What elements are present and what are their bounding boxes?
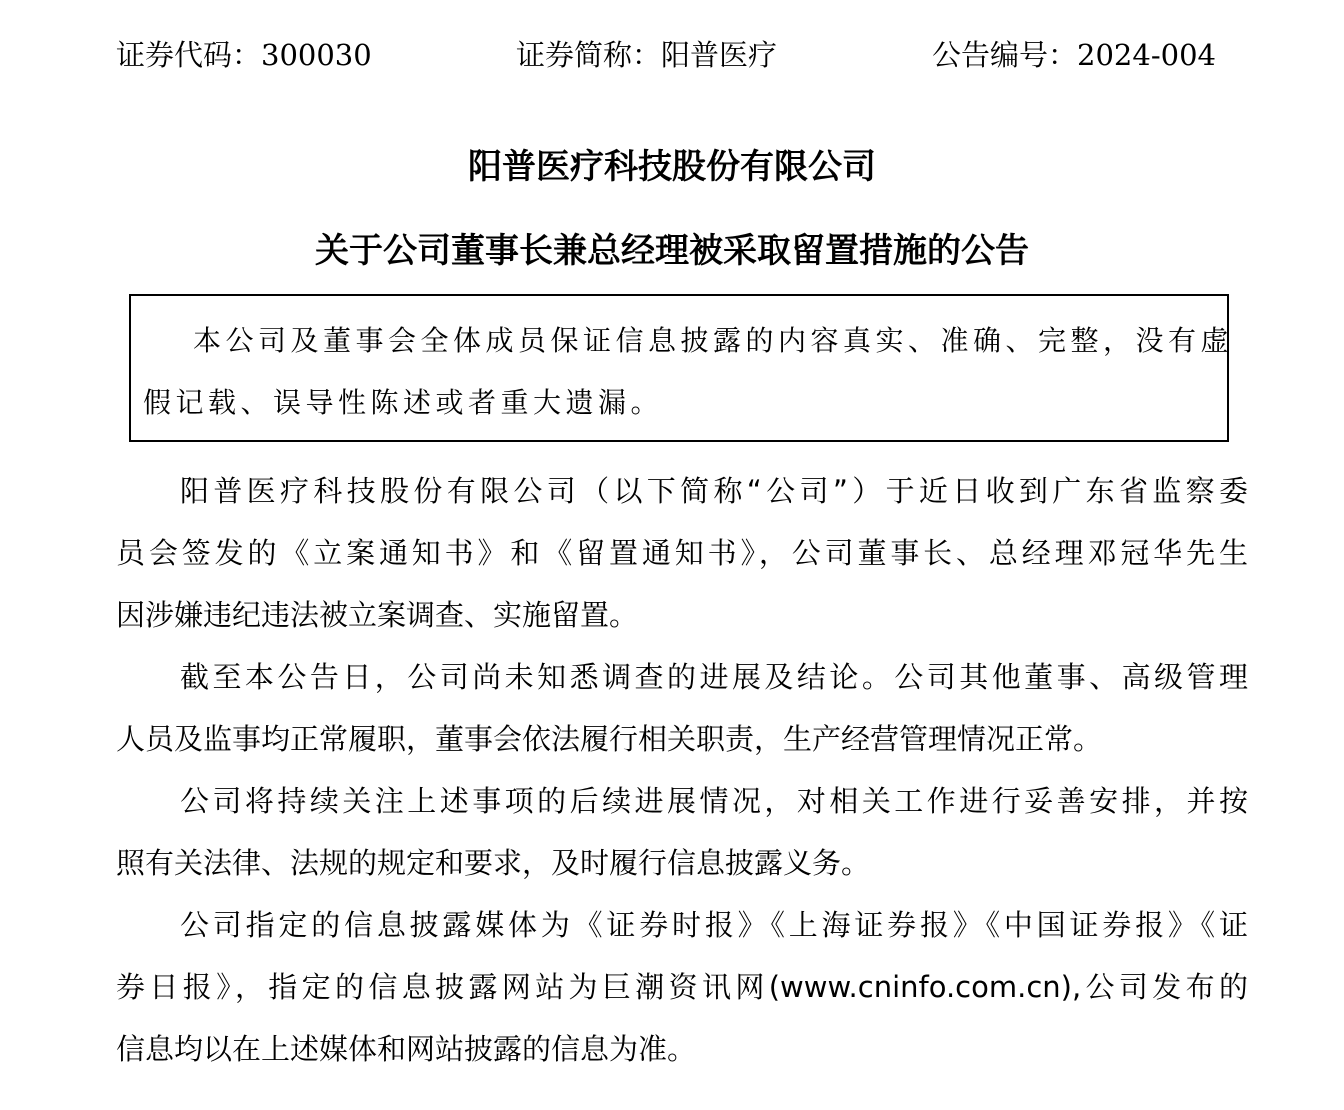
text-line: 券日报》，指定的信息披露网站为巨潮资讯网(www.cninfo.com.cn),公司发布的	[116, 970, 1248, 1004]
paragraph-follow-up	[116, 770, 1248, 894]
text-line: 因涉嫌违纪违法被立案调查、实施留置。	[116, 598, 639, 632]
paragraph-operations-status	[116, 646, 1248, 770]
text-line: 员会签发的《立案通知书》和《留置通知书》，公司董事长、总经理邓冠华先生	[116, 536, 1248, 570]
announcement-title: 关于公司董事长兼总经理被采取留置措施的公告	[315, 231, 1029, 271]
text-line: 公司指定的信息披露媒体为《证券时报》《上海证券报》《中国证券报》《证	[180, 908, 1248, 942]
announcement-number: 公告编号：2024-004	[932, 38, 1216, 72]
disclaimer-line: 本公司及董事会全体成员保证信息披露的内容真实、准确、完整，没有虚	[193, 324, 1234, 357]
paragraph-receipt-of-notice	[116, 460, 1248, 646]
text-line: 人员及监事均正常履职，董事会依法履行相关职责，生产经营管理情况正常。	[116, 722, 1103, 756]
text-line: 截至本公告日，公司尚未知悉调查的进展及结论。公司其他董事、高级管理	[180, 660, 1248, 694]
text-line: 阳普医疗科技股份有限公司（以下简称“公司”）于近日收到广东省监察委	[180, 474, 1248, 508]
text-line: 照有关法律、法规的规定和要求，及时履行信息披露义务。	[116, 846, 871, 880]
document-header	[0, 30, 1344, 80]
securities-abbreviation: 证券简称：阳普医疗	[516, 38, 778, 72]
text-line: 信息均以在上述媒体和网站披露的信息为准。	[116, 1032, 697, 1066]
disclaimer-box	[129, 294, 1234, 442]
securities-code: 证券代码：300030	[116, 38, 372, 72]
company-title: 阳普医疗科技股份有限公司	[468, 147, 876, 187]
text-line: 公司将持续关注上述事项的后续进展情况，对相关工作进行妥善安排，并按	[180, 784, 1248, 818]
announcement-body	[116, 460, 1248, 1080]
disclaimer-line: 假记载、误导性陈述或者重大遗漏。	[143, 386, 664, 419]
paragraph-disclosure-media	[116, 894, 1248, 1080]
